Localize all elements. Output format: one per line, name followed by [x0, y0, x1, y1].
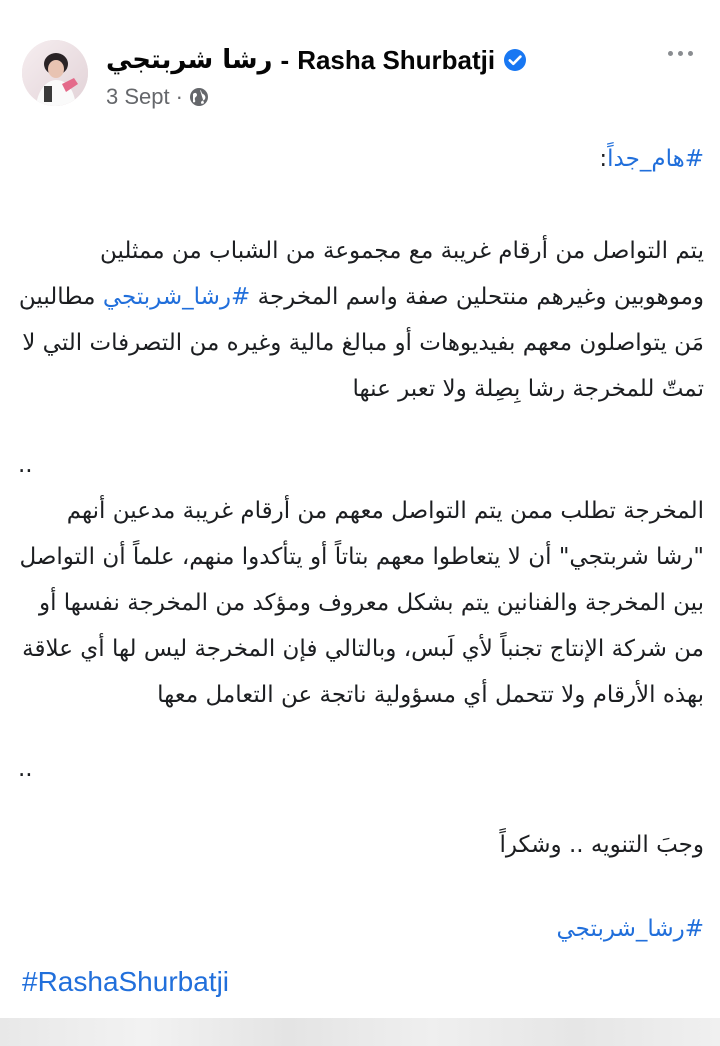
body-top-spacer	[18, 120, 704, 136]
more-options-icon[interactable]	[660, 38, 700, 68]
more-dot	[668, 51, 673, 56]
spacer	[18, 792, 704, 822]
dots-separator: ..	[18, 756, 33, 782]
hashtag-rasha-latin[interactable]: #RashaShurbatji	[22, 966, 230, 997]
author-name-arabic[interactable]: رشا شربتجي	[106, 45, 273, 75]
paragraph-1-text-start: يتم التواصل من أرقام غريبة مع مجموعة من الشباب من ممثلين وموهوبين وغيرهم منتحلين صفة واسم المخرجة	[99, 238, 704, 310]
hashtag-important[interactable]: #هام_جداً	[607, 146, 704, 172]
spacer	[18, 868, 704, 906]
post-meta	[106, 84, 209, 110]
hashtag-rasha-arabic-inline[interactable]: #رشا_شربتجي	[102, 284, 251, 310]
hashtag-line-arabic	[18, 906, 704, 952]
verified-badge-icon	[503, 48, 527, 72]
post-body	[18, 120, 704, 952]
post-paragraph-2: المخرجة تطلب ممن يتم التواصل معهم من أرقام غريبة مدعين أنهم "رشا شربتجي" أن لا يتعاطوا معهم بتاتاً أو يتأكدوا منهم، علماً أن التواصل بين المخرجة والفنانين يتم بشكل معروف ومؤكد من المخرجة نفسها أو من شركة الإنتاج تجنباً لأي لَبس، وبالتالي فإن المخرجة ليس لها أي علاقة بهذه الأرقام ولا تتحمل أي مسؤولية ناتجة عن التعامل معها	[19, 498, 704, 708]
avatar-photo	[22, 40, 88, 106]
post-heading	[18, 136, 704, 182]
spacer	[18, 412, 704, 442]
author-name-latin[interactable]: Rasha Shurbatji	[297, 44, 496, 75]
heading-colon: :	[599, 146, 608, 172]
author-name-line	[106, 42, 527, 78]
page-bottom-edge	[0, 1018, 720, 1046]
more-dot	[678, 51, 683, 56]
post-date[interactable]: 3 Sept	[106, 84, 170, 109]
globe-icon[interactable]	[189, 87, 209, 107]
author-name-separator: -	[280, 44, 290, 75]
post-paragraph-1	[18, 228, 704, 412]
paragraph-1-text-end: مطالبين مَن يتواصلون معهم بفيديوهات أو مبالغ مالية وغيره من التصرفات التي لا تمتّ للمخرجة رشا بِصِلة ولا تعبر عنها	[18, 284, 704, 402]
dots-separator: ..	[18, 452, 33, 478]
avatar[interactable]	[22, 40, 88, 106]
spacer	[18, 718, 704, 746]
more-dot	[688, 51, 693, 56]
hashtag-rasha-arabic[interactable]: #رشا_شربتجي	[556, 916, 704, 942]
meta-separator: ·	[175, 84, 183, 109]
post-closing: وجبَ التنويه .. وشكراً	[499, 832, 704, 858]
post-header	[0, 0, 720, 120]
spacer	[18, 182, 704, 228]
